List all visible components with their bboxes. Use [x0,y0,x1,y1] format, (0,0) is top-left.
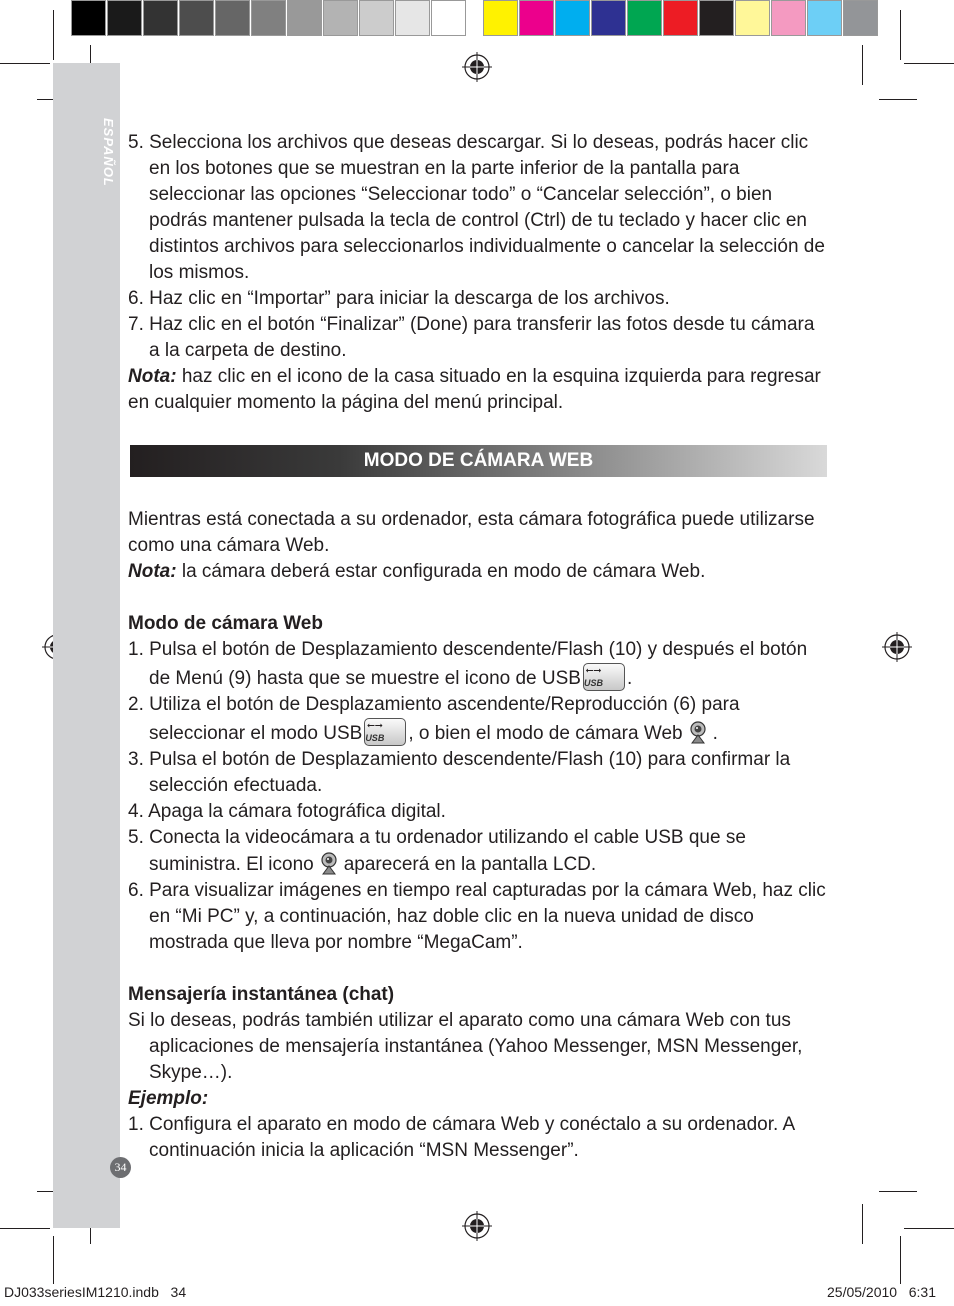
list-item: 5. Selecciona los archivos que deseas descargar. Si lo deseas, podrás hacer clic en los botones que se muestran en la parte inferior de la pantalla para seleccionar las opciones “Seleccionar todo” o “Cancelar selección”, o bien podrás mantener pulsada la tecla de control (Ctrl) de tu teclado y hacer clic en distintos archivos para seleccionarlos individualmente o cancelar la selección de los mismos. [128,132,825,283]
list-item: 6. Para visualizar imágenes en tiempo real capturadas por la cámara Web, haz clic en “Mi PC” y, a continuación, haz doble clic en la nueva unidad de disco mostrada que lleva por nombre “MegaCam”. [128,880,826,953]
list-item-text: 1. Pulsa el botón de Desplazamiento descendente/Flash (10) y después el botón de Menú (9) hasta que se muestre el icono de USB [128,639,808,689]
note-label: Nota: [128,366,177,387]
section-heading: Mensajería instantánea (chat) [128,984,395,1005]
crop-mark [862,45,863,85]
crop-mark [0,63,50,64]
list-item [128,825,828,878]
webcam-icon [317,851,341,875]
list-item [128,692,828,747]
color-swatch [735,0,770,36]
note-label: Nota: [128,561,177,582]
registration-mark-icon [882,632,912,662]
process-color-bar [483,0,879,38]
color-swatch [431,0,466,36]
webcam-icon [686,720,710,744]
color-swatch [179,0,214,36]
color-swatch [287,0,322,36]
usb-icon: ⭠⭢ USB [364,718,406,746]
color-swatch [359,0,394,36]
example-label: Ejemplo: [128,1088,209,1109]
section-heading: Modo de cámara Web [128,613,323,634]
color-swatch [483,0,518,36]
crop-mark [53,10,54,60]
list-item: 7. Haz clic en el botón “Finalizar” (Done) para transferir las fotos desde tu cámara a la carpeta de destino. [128,314,815,361]
color-swatch [395,0,430,36]
color-swatch [591,0,626,36]
list-item-text: . [626,668,633,689]
color-swatch [843,0,878,36]
color-swatch [251,0,286,36]
list-item-text: aparecerá en la pantalla LCD. [343,854,597,875]
crop-mark [53,1236,54,1284]
usb-icon: ⭠⭢ USB [583,663,625,691]
crop-mark [0,1228,50,1229]
color-swatch [107,0,142,36]
grayscale-color-bar [71,0,467,38]
usb-icon-label: USB [583,678,603,688]
registration-mark-icon [462,52,492,82]
registration-mark-icon [462,1211,492,1241]
crop-mark [900,10,901,60]
note-text: haz clic en el icono de la casa situado en la esquina izquierda para regresar en cualquier momento la página del menú principal. [128,366,821,413]
color-swatch [807,0,842,36]
crop-mark [879,99,917,100]
color-swatch [519,0,554,36]
crop-mark [904,63,954,64]
color-swatch [699,0,734,36]
list-item: 1. Configura el aparato en modo de cámara Web y conéctalo a su ordenador. A continuación inicia la aplicación “MSN Messenger”. [128,1114,795,1161]
footer-file-info: DJ033seriesIM1210.indb 34 [4,1284,187,1300]
list-item-text: 2. Utiliza el botón de Desplazamiento ascendente/Reproducción (6) para seleccionar el modo USB [128,694,740,744]
language-sidebar [53,63,120,1228]
color-swatch [555,0,590,36]
list-item: 4. Apaga la cámara fotográfica digital. [128,801,446,822]
note [128,559,828,585]
language-label: ESPAÑOL [101,118,116,187]
intro-paragraph: Mientras está conectada a su ordenador, esta cámara fotográfica puede utilizarse como una cámara Web. [128,509,815,556]
page-content [128,130,828,1164]
list-item [128,637,828,692]
list-item-text: , o bien el modo de cámara Web [408,723,683,744]
color-swatch [627,0,662,36]
usb-icon-label: USB [365,733,385,743]
crop-mark [862,1204,863,1244]
color-swatch [771,0,806,36]
paragraph: Si lo deseas, podrás también utilizar el aparato como una cámara Web con tus aplicaciones de mensajería instantánea (Yahoo Messenger, MSN Messenger, Skype…). [128,1010,803,1083]
list-item-text: 5. Conecta la videocámara a tu ordenador utilizando el cable USB que se suministra. El icono [128,827,746,875]
list-item-text: . [712,723,718,744]
color-swatch [143,0,178,36]
note-text: la cámara deberá estar configurada en modo de cámara Web. [176,561,706,582]
crop-mark [879,1191,917,1192]
list-item: 6. Haz clic en “Importar” para iniciar la descarga de los archivos. [128,288,670,309]
color-swatch [215,0,250,36]
color-swatch [323,0,358,36]
list-item: 3. Pulsa el botón de Desplazamiento descendente/Flash (10) para confirmar la selección efectuada. [128,749,791,796]
page-number: 34 [110,1157,131,1178]
footer-date: 25/05/2010 6:31 [827,1284,936,1300]
color-swatch [71,0,106,36]
crop-mark [900,1236,901,1284]
section-banner: MODO DE CÁMARA WEB [130,445,827,477]
crop-mark [904,1228,954,1229]
note [128,364,828,416]
color-swatch [663,0,698,36]
